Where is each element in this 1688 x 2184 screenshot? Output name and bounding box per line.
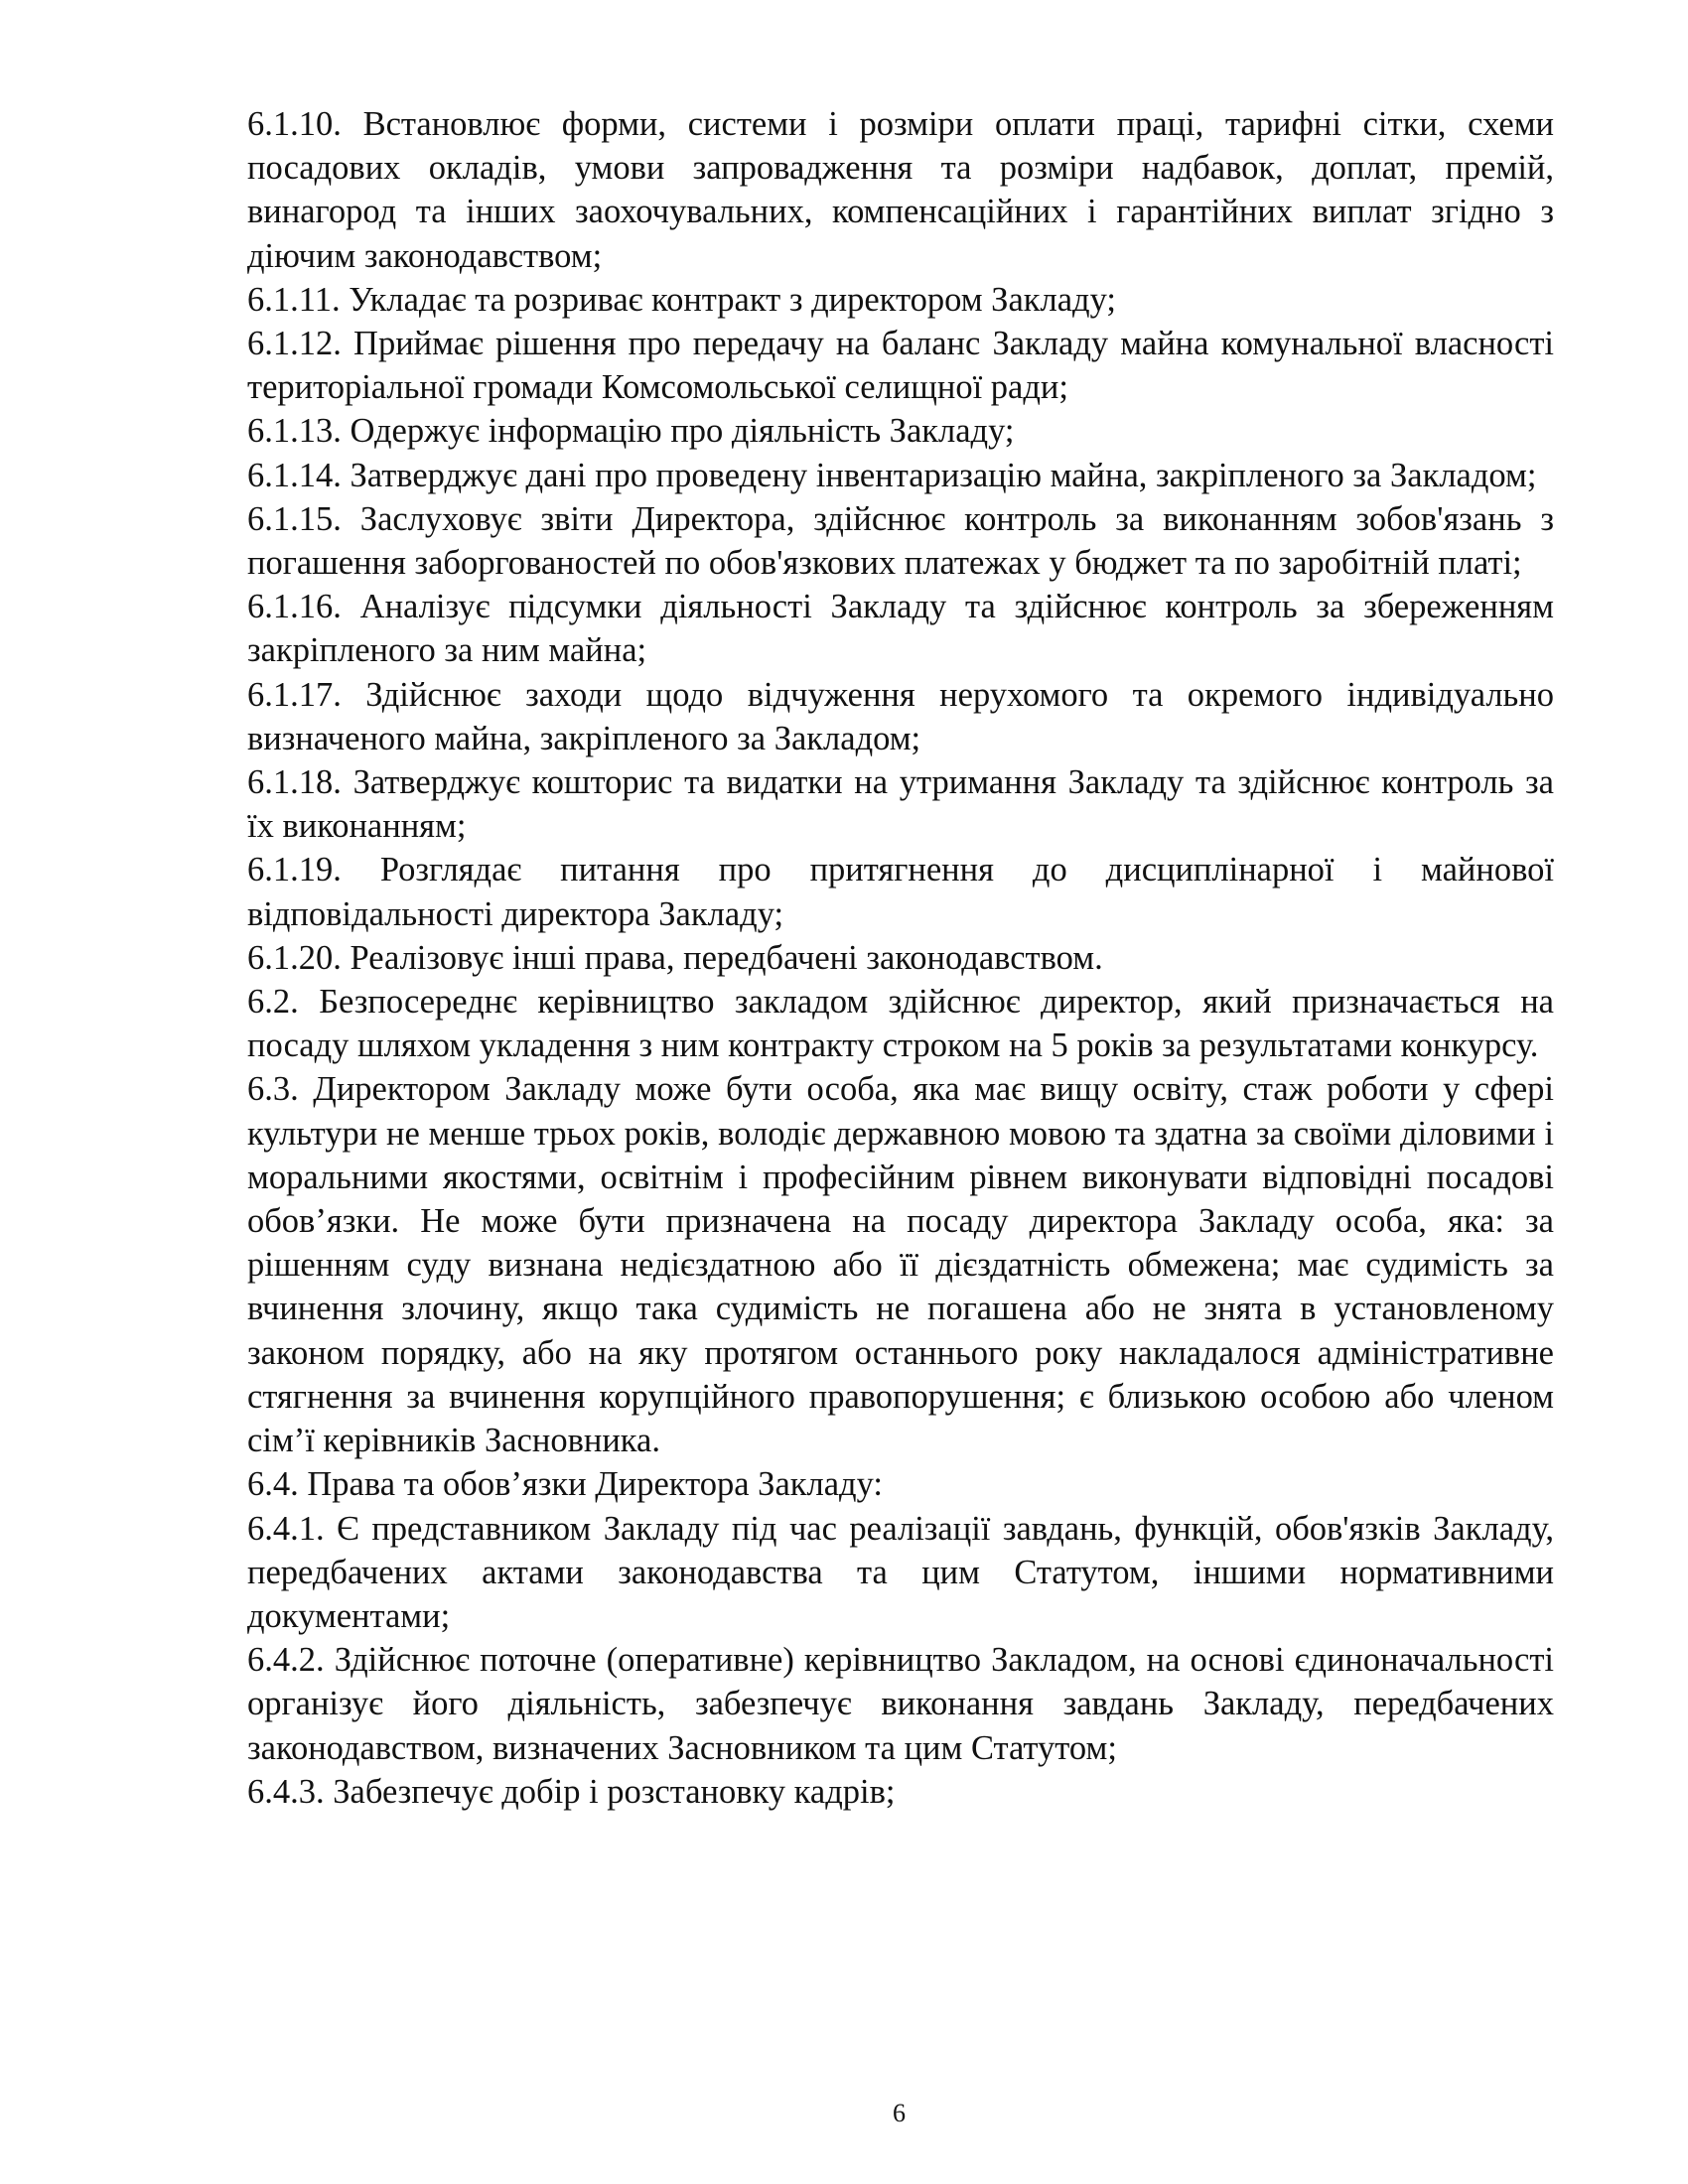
- paragraph-6-1-16: 6.1.16. Аналізує підсумки діяльності Закладу та здійснює контроль за збереженням закріпленого за ним майна;: [247, 588, 1554, 670]
- paragraph-6-1-10: 6.1.10. Встановлює форми, системи і розміри оплати праці, тарифні сітки, схеми посадових окладів, умови запровадження та розміри надбавок, доплат, премій, винагород та інших заохочувальних, компенсаційних і гарантійних виплат згідно з діючим законодавством;: [247, 105, 1554, 275]
- paragraph-6-4-3: 6.4.3. Забезпечує добір і розстановку кадрів;: [247, 1772, 896, 1811]
- paragraph-6-1-17: 6.1.17. Здійснює заходи щодо відчуження нерухомого та окремого індивідуально визначеного майна, закріпленого за Закладом;: [247, 675, 1554, 757]
- paragraph-6-4: 6.4. Права та обов’язки Директора Закладу:: [247, 1465, 883, 1504]
- page-number: 6: [893, 2099, 906, 2127]
- paragraph-6-1-14: 6.1.14. Затверджує дані про проведену інвентаризацію майна, закріпленого за Закладом;: [247, 456, 1537, 494]
- document-page: [247, 102, 1554, 1814]
- paragraph-6-4-1: 6.4.1. Є представником Закладу під час реалізації завдань, функцій, обов'язків Закладу, передбачених актами законодавства та цим Статутом, іншими нормативними документами;: [247, 1509, 1554, 1635]
- paragraph-6-1-19: 6.1.19. Розглядає питання про притягнення до дисциплінарної і майнової відповідальності директора Закладу;: [247, 851, 1554, 933]
- paragraph-6-1-18: 6.1.18. Затверджує кошторис та видатки на утримання Закладу та здійснює контроль за їх виконанням;: [247, 763, 1554, 846]
- paragraph-6-1-12: 6.1.12. Приймає рішення про передачу на баланс Закладу майна комунальної власності територіальної громади Комсомольської селищної ради;: [247, 325, 1554, 407]
- paragraph-6-3: 6.3. Директором Закладу може бути особа, яка має вищу освіту, стаж роботи у сфері культури не менше трьох років, володіє державною мовою та здатна за своїми діловими і моральними якостями, освітнім і професійним рівнем виконувати відповідні посадові обов’язки. Не може бути призначена на посаду директора Закладу особа, яка: за рішенням суду визнана недієздатною або її дієздатність обмежена; має судимість за вчинення злочину, якщо така судимість не погашена або не знята в установленому законом порядку, або на яку протягом останнього року накладалося адміністративне стягнення за вчинення корупційного правопорушення; є близькою особою або членом сім’ї керівників Засновника.: [247, 1070, 1554, 1460]
- paragraph-6-4-2: 6.4.2. Здійснює поточне (оперативне) керівництво Закладом, на основі єдиноначальності організує його діяльність, забезпечує виконання завдань Закладу, передбачених законодавством, визначених Засновником та цим Статутом;: [247, 1641, 1554, 1767]
- paragraph-6-1-13: 6.1.13. Одержує інформацію про діяльність Закладу;: [247, 412, 1015, 451]
- paragraph-6-1-11: 6.1.11. Укладає та розриває контракт з директором Закладу;: [247, 280, 1116, 319]
- paragraph-6-1-15: 6.1.15. Заслуховує звіти Директора, здійснює контроль за виконанням зобов'язань з погашення заборгованостей по обов'язкових платежах у бюджет та по заробітній платі;: [247, 499, 1554, 583]
- paragraph-6-2: 6.2. Безпосереднє керівництво закладом здійснює директор, який призначається на посаду шляхом укладення з ним контракту строком на 5 років за результатами конкурсу.: [247, 983, 1554, 1065]
- paragraph-6-1-20: 6.1.20. Реалізовує інші права, передбачені законодавством.: [247, 938, 1103, 977]
